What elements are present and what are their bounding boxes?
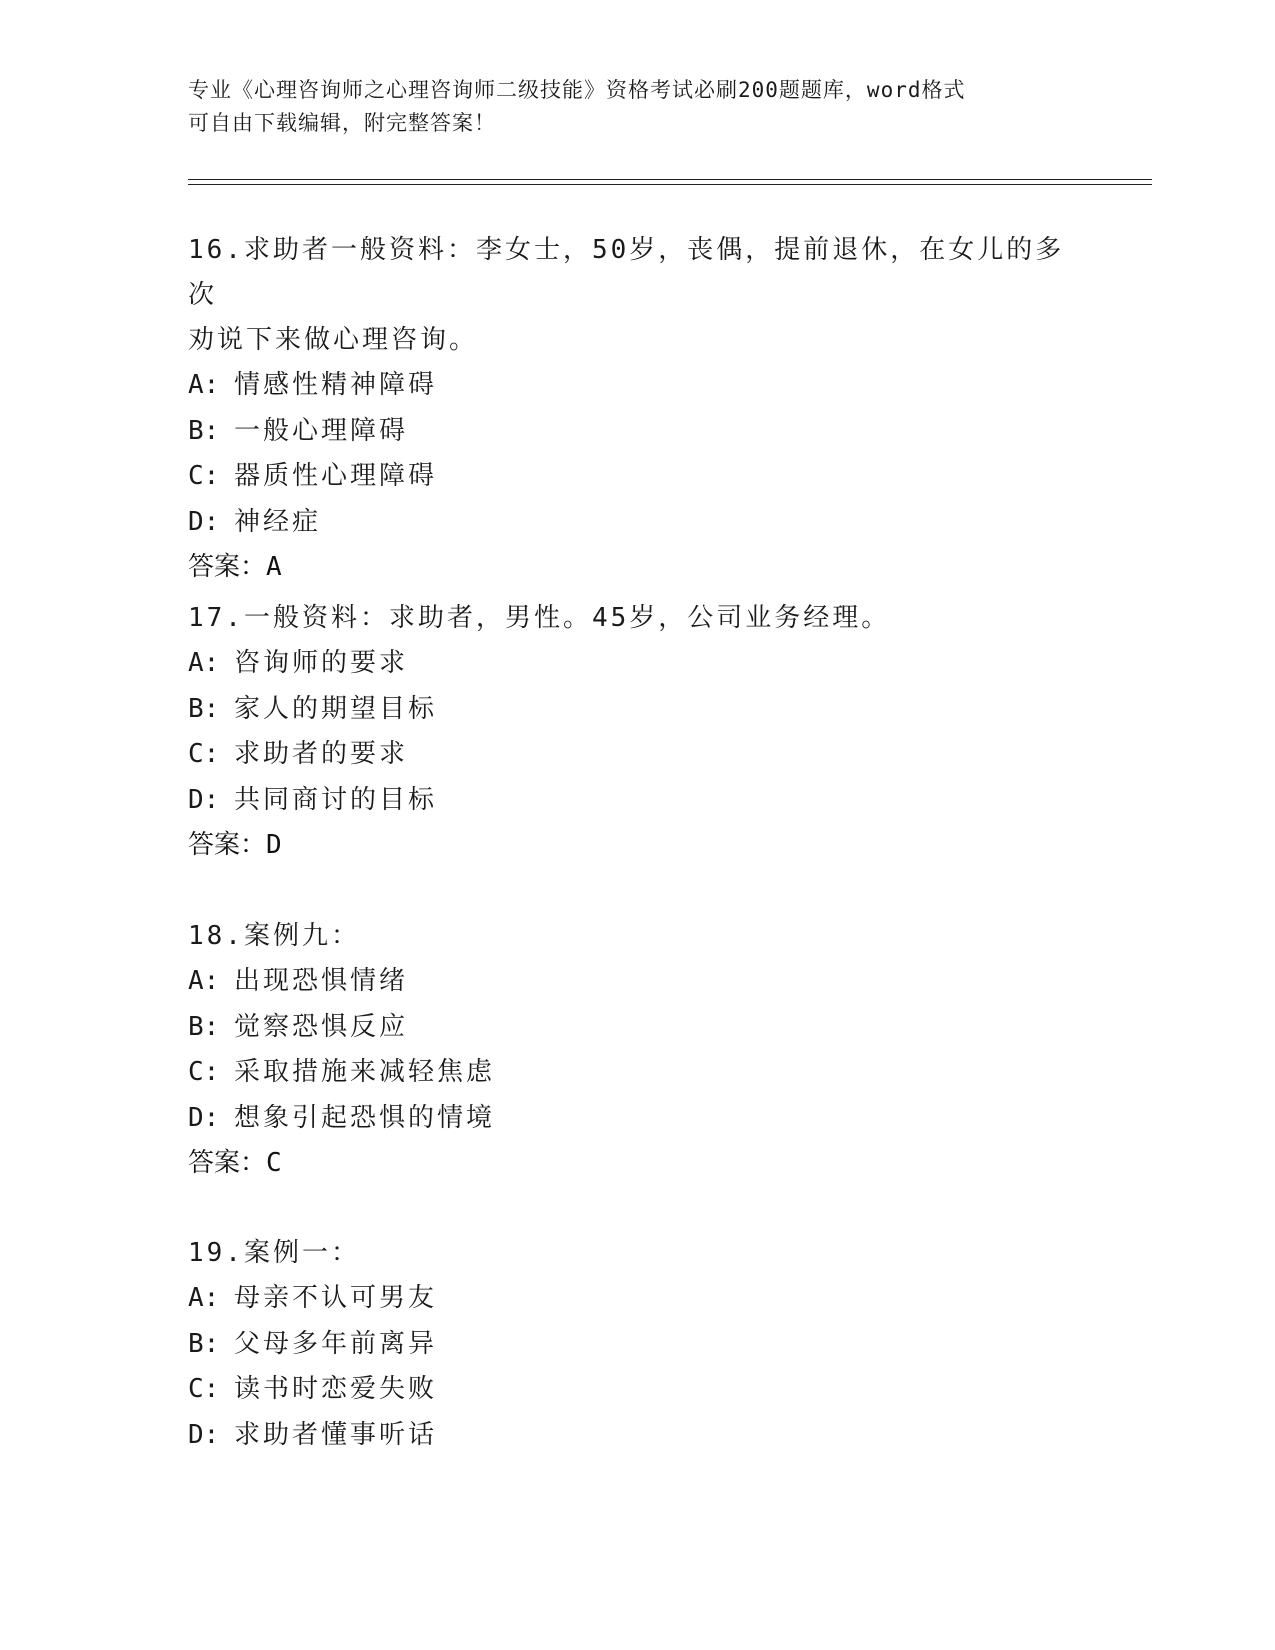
answer-value: D [266,830,282,860]
header-divider-top [188,179,1152,180]
option-key: D: [188,784,220,815]
option-d [188,778,1088,824]
option-b [188,687,1088,733]
option-key: C: [188,1374,220,1404]
answer-label: 答案： [188,830,267,860]
question-16 [188,228,1088,591]
option-c [188,1367,1088,1413]
option-key: C: [188,1057,220,1087]
option-key: B: [188,693,220,724]
option-key: D: [188,506,220,537]
answer-line [188,823,1088,869]
option-d [188,500,1088,546]
answer-value: C [266,1148,282,1178]
answer-value: A [266,552,282,582]
question-stem: 16.求助者一般资料：李女士，50岁，丧偶，提前退休，在女儿的多次 [188,235,1065,310]
header-line-1: 专业《心理咨询师之心理咨询师二级技能》资格考试必刷200题题库，word格式 [188,78,966,102]
option-text: 读书时恋爱失败 [234,1374,438,1404]
question-19 [188,1231,1088,1458]
option-text: 神经症 [234,506,322,537]
answer-line [188,1141,1088,1187]
option-text: 家人的期望目标 [234,693,438,724]
question-18 [188,914,1088,1187]
option-key: A: [188,648,220,678]
option-text: 求助者懂事听话 [234,1419,438,1450]
answer-label: 答案： [188,1148,267,1178]
option-a [188,1276,1088,1322]
option-text: 共同商讨的目标 [234,784,438,815]
option-text: 情感性精神障碍 [234,370,438,400]
option-key: B: [188,1328,220,1359]
answer-line [188,545,1088,591]
option-b [188,409,1088,455]
option-key: A: [188,1283,220,1313]
option-key: B: [188,415,220,446]
answer-label: 答案： [188,552,267,582]
option-a [188,959,1088,1005]
option-text: 采取措施来减轻焦虑 [234,1057,496,1087]
option-b [188,1005,1088,1051]
option-key: D: [188,1419,220,1450]
option-text: 出现恐惧情绪 [234,966,409,996]
option-b [188,1322,1088,1368]
question-stem: 17.一般资料：求助者，男性。45岁，公司业务经理。 [188,603,891,633]
option-a [188,641,1088,687]
option-key: D: [188,1102,220,1133]
option-c [188,1050,1088,1096]
header-divider-bottom [188,184,1152,185]
option-d [188,1413,1088,1459]
question-stem: 18.案例九： [188,921,360,951]
option-c [188,454,1088,500]
question-17 [188,596,1088,869]
option-d [188,1096,1088,1142]
header-line-2: 可自由下载编辑，附完整答案！ [188,111,496,135]
option-key: C: [188,739,220,769]
option-key: A: [188,966,220,996]
option-text: 求助者的要求 [234,739,409,769]
option-text: 器质性心理障碍 [234,461,438,491]
option-text: 一般心理障碍 [234,415,409,446]
question-stem-continued: 劝说下来做心理咨询。 [188,325,479,355]
option-text: 觉察恐惧反应 [234,1011,409,1042]
option-key: B: [188,1011,220,1042]
option-text: 咨询师的要求 [234,648,409,678]
question-stem: 19.案例一： [188,1238,360,1268]
option-text: 母亲不认可男友 [234,1283,438,1313]
option-c [188,732,1088,778]
document-header [188,74,1068,140]
option-text: 父母多年前离异 [234,1328,438,1359]
option-key: C: [188,461,220,491]
option-a [188,363,1088,409]
option-text: 想象引起恐惧的情境 [234,1102,496,1133]
option-key: A: [188,370,220,400]
